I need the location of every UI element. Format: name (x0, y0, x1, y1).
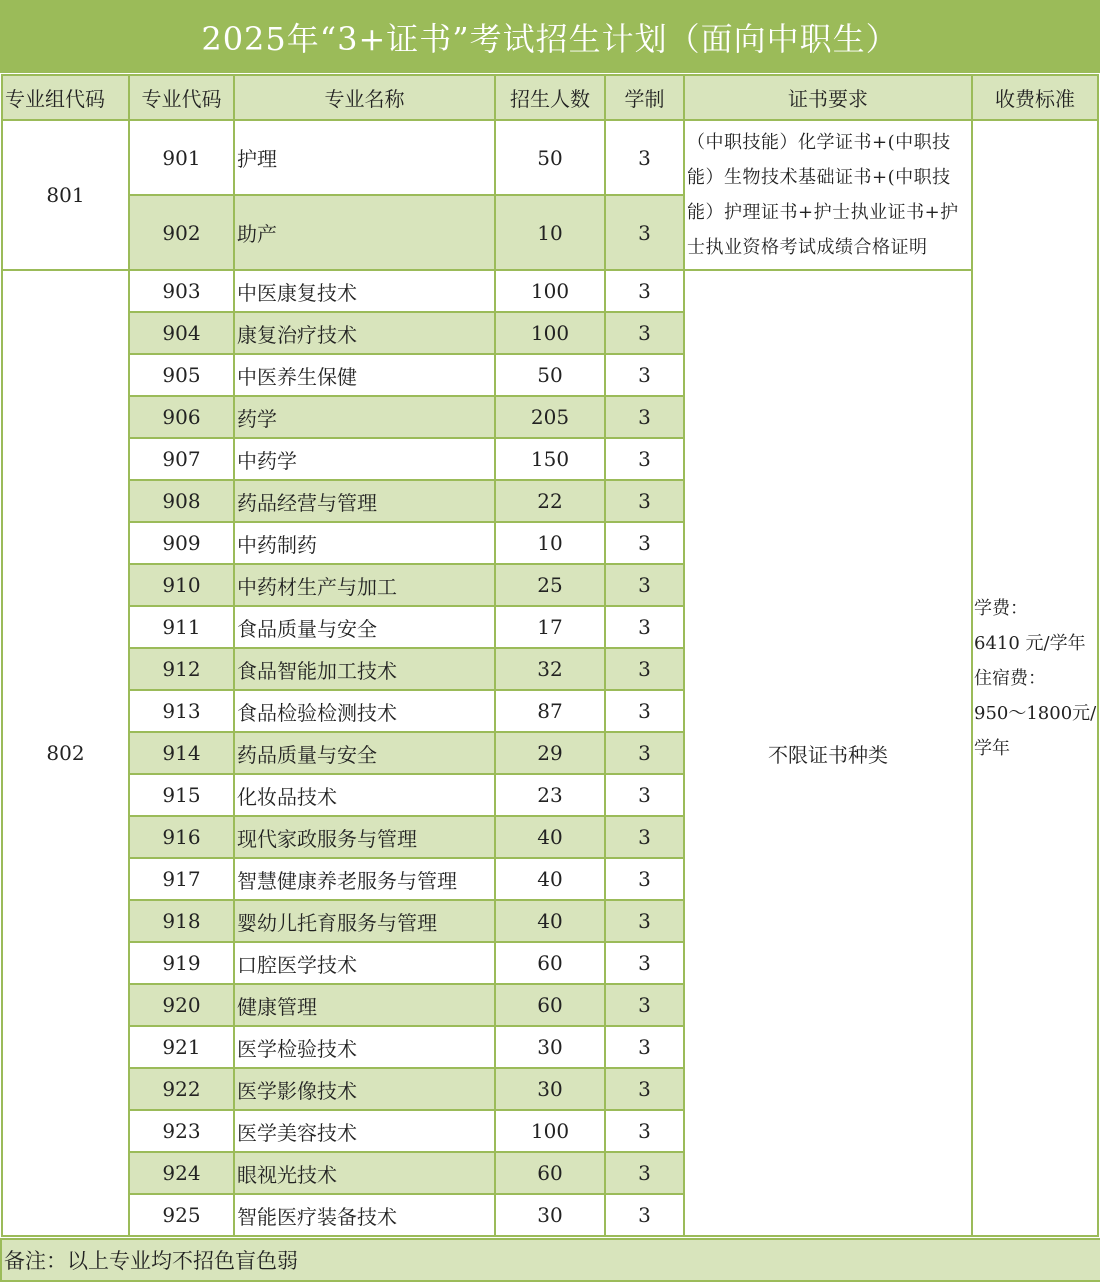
study-years: 3 (605, 354, 684, 396)
table-header-row (2, 75, 1098, 120)
study-years: 3 (605, 984, 684, 1026)
enroll-count: 32 (495, 648, 605, 690)
study-years: 3 (605, 690, 684, 732)
study-years: 3 (605, 564, 684, 606)
major-code: 911 (129, 606, 234, 648)
enroll-count: 30 (495, 1026, 605, 1068)
major-name: 中药材生产与加工 (234, 564, 495, 606)
enroll-count: 50 (495, 120, 605, 195)
fee-line: 950～1800元/ (974, 702, 1097, 724)
fee-line: 学费： (974, 597, 1028, 619)
major-name: 眼视光技术 (234, 1152, 495, 1194)
major-name: 助产 (234, 195, 495, 270)
header-group-code: 专业组代码 (2, 75, 129, 120)
study-years: 3 (605, 480, 684, 522)
major-name: 中医康复技术 (234, 270, 495, 312)
enrollment-table (1, 74, 1099, 1237)
study-years: 3 (605, 1110, 684, 1152)
footer-note: 备注：以上专业均不招色盲色弱 (0, 1238, 1100, 1282)
major-code: 922 (129, 1068, 234, 1110)
study-years: 3 (605, 312, 684, 354)
fee-line: 6410 元/学年 (974, 632, 1086, 654)
enroll-count: 60 (495, 1152, 605, 1194)
enroll-count: 29 (495, 732, 605, 774)
major-name: 化妆品技术 (234, 774, 495, 816)
major-name: 中药学 (234, 438, 495, 480)
major-code: 912 (129, 648, 234, 690)
study-years: 3 (605, 732, 684, 774)
study-years: 3 (605, 648, 684, 690)
page-title: 2025年“3+证书”考试招生计划（面向中职生） (0, 0, 1100, 73)
header-major-name: 专业名称 (234, 75, 495, 120)
major-code: 921 (129, 1026, 234, 1068)
major-name: 智能医疗装备技术 (234, 1194, 495, 1236)
study-years: 3 (605, 1152, 684, 1194)
study-years: 3 (605, 942, 684, 984)
study-years: 3 (605, 816, 684, 858)
enroll-count: 60 (495, 942, 605, 984)
major-code: 906 (129, 396, 234, 438)
major-code: 901 (129, 120, 234, 195)
enroll-count: 87 (495, 690, 605, 732)
major-name: 药品质量与安全 (234, 732, 495, 774)
major-name: 药学 (234, 396, 495, 438)
major-code: 909 (129, 522, 234, 564)
enroll-count: 205 (495, 396, 605, 438)
major-code: 918 (129, 900, 234, 942)
certificate-801: （中职技能）化学证书+(中职技能）生物技术基础证书+(中职技能）护理证书+护士执业证书+护士执业资格考试成绩合格证明 (684, 120, 972, 270)
enroll-count: 100 (495, 312, 605, 354)
major-code: 925 (129, 1194, 234, 1236)
major-name: 医学影像技术 (234, 1068, 495, 1110)
header-count: 招生人数 (495, 75, 605, 120)
major-name: 现代家政服务与管理 (234, 816, 495, 858)
study-years: 3 (605, 1194, 684, 1236)
study-years: 3 (605, 195, 684, 270)
major-code: 923 (129, 1110, 234, 1152)
fee-line: 学年 (974, 737, 1010, 759)
table-row (2, 120, 1098, 195)
major-name: 食品检验检测技术 (234, 690, 495, 732)
enroll-count: 150 (495, 438, 605, 480)
enroll-count: 10 (495, 522, 605, 564)
study-years: 3 (605, 606, 684, 648)
major-code: 904 (129, 312, 234, 354)
major-code: 917 (129, 858, 234, 900)
header-fee: 收费标准 (972, 75, 1098, 120)
major-name: 食品智能加工技术 (234, 648, 495, 690)
enroll-count: 60 (495, 984, 605, 1026)
group-code-801: 801 (2, 120, 129, 270)
major-name: 婴幼儿托育服务与管理 (234, 900, 495, 942)
enroll-count: 50 (495, 354, 605, 396)
certificate-802: 不限证书种类 (684, 270, 972, 1236)
major-code: 908 (129, 480, 234, 522)
major-name: 药品经营与管理 (234, 480, 495, 522)
major-name: 健康管理 (234, 984, 495, 1026)
major-code: 910 (129, 564, 234, 606)
enroll-count: 100 (495, 1110, 605, 1152)
major-name: 食品质量与安全 (234, 606, 495, 648)
study-years: 3 (605, 900, 684, 942)
fee-standard (972, 120, 1098, 1236)
study-years: 3 (605, 270, 684, 312)
study-years: 3 (605, 438, 684, 480)
header-years: 学制 (605, 75, 684, 120)
enroll-count: 100 (495, 270, 605, 312)
enroll-count: 17 (495, 606, 605, 648)
enroll-count: 10 (495, 195, 605, 270)
study-years: 3 (605, 1068, 684, 1110)
major-code: 914 (129, 732, 234, 774)
major-code: 903 (129, 270, 234, 312)
enroll-count: 30 (495, 1068, 605, 1110)
study-years: 3 (605, 120, 684, 195)
major-name: 康复治疗技术 (234, 312, 495, 354)
study-years: 3 (605, 1026, 684, 1068)
major-name: 医学美容技术 (234, 1110, 495, 1152)
enroll-count: 40 (495, 816, 605, 858)
major-code: 905 (129, 354, 234, 396)
study-years: 3 (605, 522, 684, 564)
study-years: 3 (605, 858, 684, 900)
table-row (2, 270, 1098, 312)
header-certificate: 证书要求 (684, 75, 972, 120)
major-name: 护理 (234, 120, 495, 195)
enroll-count: 25 (495, 564, 605, 606)
major-code: 920 (129, 984, 234, 1026)
enroll-count: 22 (495, 480, 605, 522)
major-code: 913 (129, 690, 234, 732)
major-name: 口腔医学技术 (234, 942, 495, 984)
enroll-count: 30 (495, 1194, 605, 1236)
major-code: 916 (129, 816, 234, 858)
major-name: 中医养生保健 (234, 354, 495, 396)
enroll-count: 40 (495, 900, 605, 942)
group-code-802: 802 (2, 270, 129, 1236)
major-code: 919 (129, 942, 234, 984)
major-code: 907 (129, 438, 234, 480)
major-code: 915 (129, 774, 234, 816)
major-code: 924 (129, 1152, 234, 1194)
enroll-count: 40 (495, 858, 605, 900)
fee-line: 住宿费： (974, 667, 1046, 689)
major-name: 智慧健康养老服务与管理 (234, 858, 495, 900)
major-name: 中药制药 (234, 522, 495, 564)
major-code: 902 (129, 195, 234, 270)
study-years: 3 (605, 396, 684, 438)
header-major-code: 专业代码 (129, 75, 234, 120)
major-name: 医学检验技术 (234, 1026, 495, 1068)
enroll-count: 23 (495, 774, 605, 816)
study-years: 3 (605, 774, 684, 816)
